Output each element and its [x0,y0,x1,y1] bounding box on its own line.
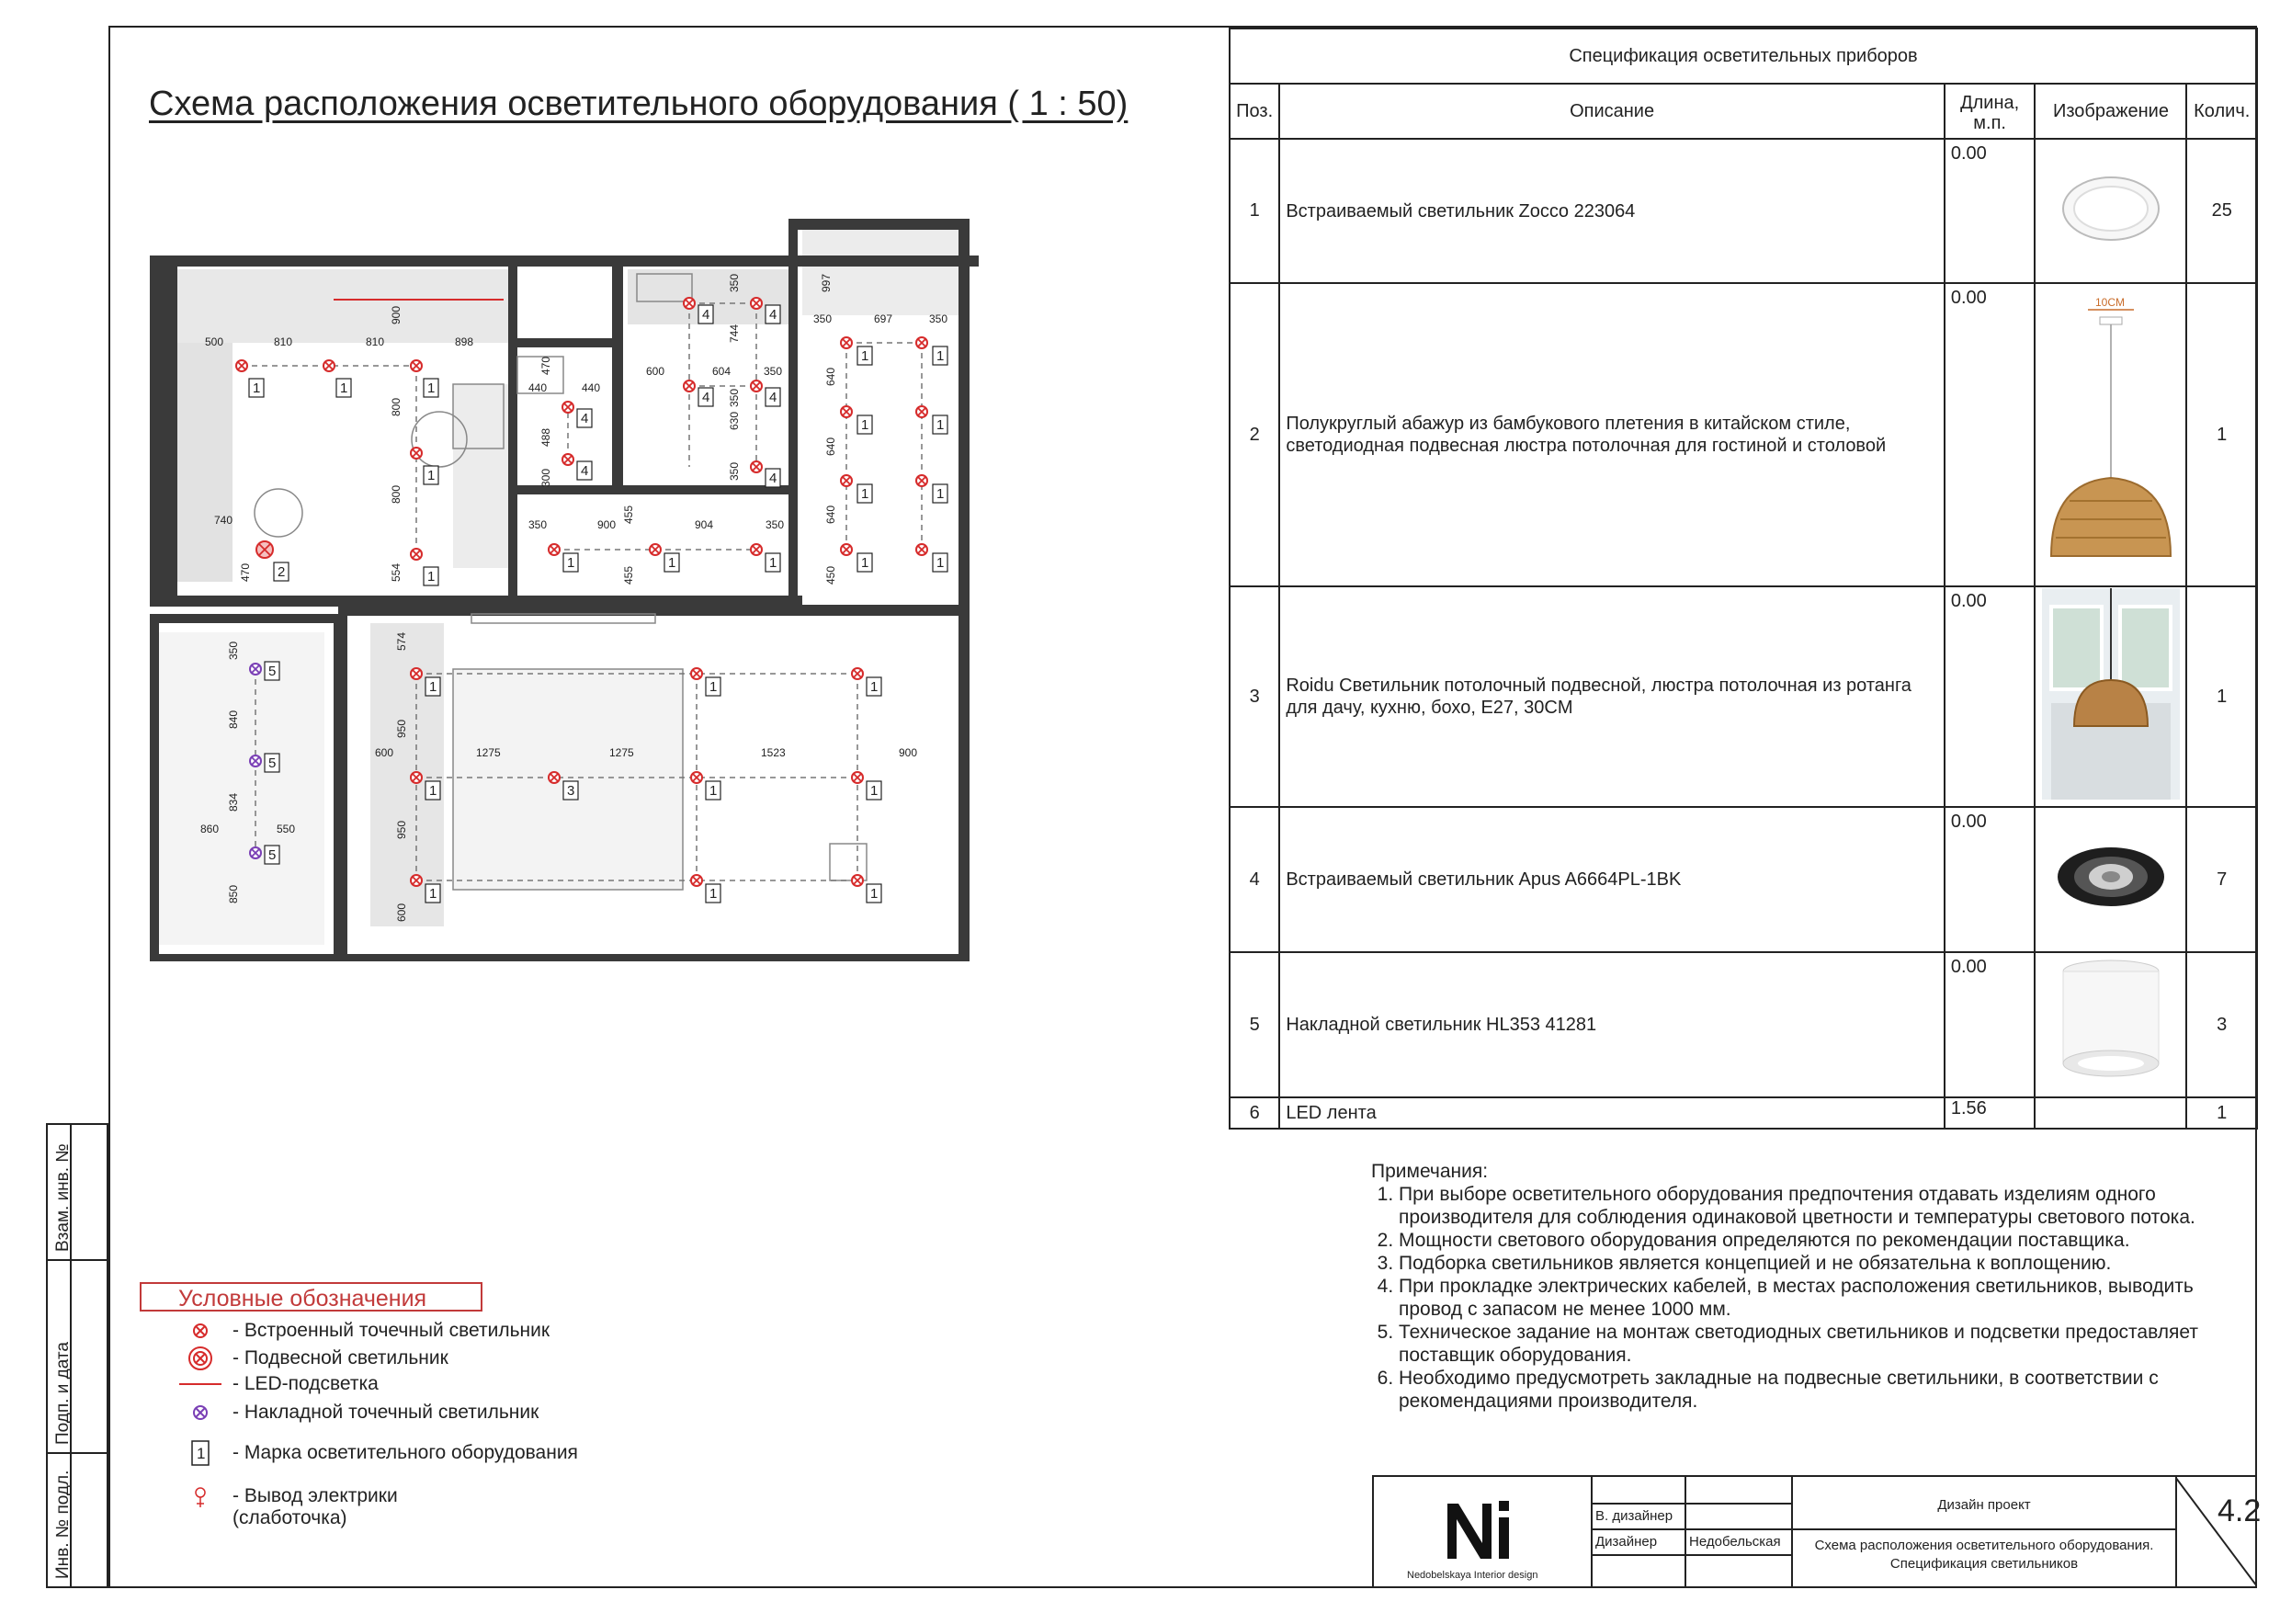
surface-spot-icon [168,1403,233,1422]
header-image: Изображение [2035,84,2186,139]
mark-number: 1 [427,569,436,585]
row-length: 0.00 [1945,586,2036,807]
dim-label: 840 [227,710,240,729]
equipment-mark [424,466,438,484]
note-item: 2. Мощности светового оборудования определяются по рекомендации поставщика. [1399,1229,2226,1252]
legend-title: Условные обозначения [140,1282,482,1312]
row-qty: 1 [2186,586,2257,807]
recessed-spot-light [852,875,863,886]
dim-label: 350 [528,518,548,531]
product-image-rattan-pendant [2035,283,2186,586]
table-row [1230,586,2257,807]
power-outlet-icon [168,1485,233,1511]
legend-item-recessed [168,1320,550,1342]
mark-number: 1 [429,679,437,695]
dim-label: 800 [390,397,403,416]
mark-number: 1 [668,555,676,571]
led-strip-icon [168,1380,233,1389]
equipment-mark [867,884,881,903]
legend-label: - Встроенный точечный светильник [233,1320,550,1341]
recessed-spot-light [841,406,852,417]
table-row [1230,1097,2257,1129]
recessed-spot-light [751,544,762,555]
recessed-spot-light [841,544,852,555]
row-qty: 1 [2186,283,2257,586]
row-length: 0.00 [1945,952,2036,1097]
dim-label: 1275 [476,746,501,759]
row-pos: 5 [1230,952,1279,1097]
mark-box-number: 1 [197,1445,206,1462]
note-item: 4. При прокладке электрических кабелей, в местах расположения светильников, выводить провод с запасом не менее 1000 мм. [1399,1275,2226,1321]
mark-number: 4 [702,390,710,405]
dim-label: 455 [622,505,635,524]
white-cylinder-light-icon [2051,953,2171,1091]
dim-label: 997 [820,273,833,292]
image-note: 10CM [2094,296,2125,309]
product-image-downlight [2035,139,2186,283]
product-image-empty [2035,1097,2186,1129]
equipment-mark [249,379,264,397]
equipment-mark [265,846,279,864]
mark-number: 1 [936,555,945,571]
recessed-spot-light [411,448,422,459]
mark-box-icon [168,1439,233,1467]
note-item: 1. При выборе осветительного оборудования предпочтения отдавать изделиям одного производителя для соблюдения одинаковой цветности и температуры светового потока. [1399,1183,2226,1229]
equipment-mark [933,346,947,365]
equipment-mark [698,388,713,406]
equipment-mark [425,781,440,800]
dim-label: 640 [824,505,837,524]
mark-number: 2 [278,564,286,580]
dim-label: 554 [390,562,403,582]
logo-caption: Nedobelskaya Interior design [1407,1570,1538,1581]
dim-label: 900 [899,746,918,759]
dim-label: 1523 [761,746,786,759]
mark-number: 1 [340,380,348,396]
dim-label: 904 [695,518,714,531]
dim-label: 600 [375,746,394,759]
mark-number: 1 [861,348,869,364]
row-pos: 4 [1230,807,1279,952]
mark-number: 1 [870,886,879,902]
equipment-mark [933,484,947,503]
mark-number: 1 [769,555,777,571]
recessed-spot-light [841,337,852,348]
sheet-number: 4.2 [2218,1493,2262,1528]
equipment-mark [577,409,592,427]
mark-number: 1 [567,555,575,571]
flat-round-downlight-icon [2056,172,2166,245]
table-row [1230,807,2257,952]
product-image-white-cylinder [2035,952,2186,1097]
row-qty: 7 [2186,807,2257,952]
rattan-pendant-icon [2042,290,2180,574]
row-qty: 25 [2186,139,2257,283]
project-name: Дизайн проект [1937,1497,2031,1513]
legend-label-line2: (слаботочка) [233,1507,347,1528]
surface-spot-light [250,847,261,858]
pendant-light [256,541,273,558]
table-row [1230,952,2257,1097]
row-pos: 1 [1230,139,1279,283]
equipment-mark [706,781,720,800]
equipment-mark [336,379,351,397]
equipment-mark [766,305,780,324]
product-image-rattan-pendant-window [2035,586,2186,807]
recessed-spot-light [549,544,560,555]
dim-label: 350 [728,461,741,481]
equipment-mark [424,567,438,585]
recessed-spot-light [236,360,247,371]
mark-number: 1 [253,380,261,396]
recessed-spot-light [852,772,863,783]
recessed-spot-light [549,772,560,783]
mark-number: 4 [581,411,589,426]
recessed-spot-light [323,360,335,371]
dim-label: 440 [528,381,548,394]
equipment-mark [698,305,713,324]
legend-label [233,1485,398,1529]
row-qty: 1 [2186,1097,2257,1129]
recessed-spot-light [691,772,702,783]
recessed-spot-light [562,402,573,413]
dim-label: 744 [728,324,741,343]
dim-label: 800 [390,484,403,504]
equipment-mark [706,677,720,696]
equipment-mark [933,553,947,572]
floor-plan [150,219,979,961]
equipment-mark [766,388,780,406]
recessed-spot-light [411,549,422,560]
row-description: Полукруглый абажур из бамбукового плетения в китайском стиле, светодиодная подвесная люстра потолочная для гостиной и столовой [1279,283,1945,586]
dim-label: 550 [277,823,296,835]
stamp-cell-replace [48,1125,107,1261]
sheet-name-line2: Спецификация светильников [1889,1556,2079,1572]
mark-number: 5 [268,847,277,863]
dim-label: 810 [274,335,293,348]
dim-label: 300 [539,468,552,487]
dim-label: 470 [239,562,252,582]
mark-number: 1 [936,348,945,364]
legend-item-led [168,1373,379,1395]
mark-number: 1 [870,679,879,695]
dim-label: 450 [824,565,837,585]
equipment-mark [577,461,592,480]
header-length: Длина, м.п. [1945,84,2036,139]
equipment-mark [933,415,947,434]
legend-label: - Подвесной светильник [233,1347,448,1368]
notes-list [1371,1183,2226,1413]
dim-label: 350 [766,518,785,531]
row-description: Встраиваемый светильник Apus A6664PL-1BK [1279,807,1945,952]
mark-number: 1 [861,555,869,571]
row-description: LED лента [1279,1097,1945,1129]
equipment-mark [857,415,872,434]
dim-label: 604 [712,365,732,378]
dim-label: 350 [813,312,833,325]
header-pos: Поз. [1230,84,1279,139]
equipment-mark [867,781,881,800]
stamp-cell-sign [48,1261,107,1454]
recessed-spot-light [916,544,927,555]
equipment-mark [867,677,881,696]
pendant-icon [168,1346,233,1371]
row-length: 0.00 [1945,807,2036,952]
dim-label: 740 [214,514,233,527]
recessed-spot-light [650,544,661,555]
dim-label: 850 [227,884,240,903]
dim-label: 574 [395,631,408,651]
recessed-spot-light [411,668,422,679]
equipment-mark [706,884,720,903]
stamp-cell-inventory [48,1454,107,1586]
recessed-spot-light [691,668,702,679]
dim-label: 950 [395,719,408,738]
mark-number: 5 [268,664,277,679]
designer-name: Недобельская [1689,1534,1781,1550]
mark-number: 1 [427,380,436,396]
spec-table [1229,28,2258,1130]
mark-number: 1 [870,783,879,799]
dim-label: 640 [824,367,837,386]
legend-item-pendant [168,1346,448,1371]
row-description: Roidu Светильник потолочный подвесной, люстра потолочная из ротанга для дачу, кухню, бохо, E27, 30CM [1279,586,1945,807]
dim-label: 488 [539,427,552,447]
recessed-spot-light [684,298,695,309]
mark-number: 1 [429,783,437,799]
approval-stamp [46,1123,108,1588]
recessed-spot-light [916,406,927,417]
dim-label: 810 [366,335,385,348]
dim-label: 898 [455,335,474,348]
note-item: 6. Необходимо предусмотреть закладные на подвесные светильники, в соответствии с рекомендациями производителя. [1399,1367,2226,1413]
brand-logo [1438,1490,1530,1563]
legend-item-power [168,1485,398,1529]
dim-label: 600 [395,903,408,922]
dim-label: 950 [395,820,408,839]
recessed-spot-light [916,337,927,348]
legend-item-mark [168,1439,578,1467]
row-qty: 3 [2186,952,2257,1097]
legend-label: - Накладной точечный светильник [233,1402,539,1423]
mark-number: 1 [709,783,718,799]
equipment-mark [857,346,872,365]
header-description: Описание [1279,84,1945,139]
recessed-spot-light [751,298,762,309]
mark-number: 1 [709,886,718,902]
equipment-mark [425,884,440,903]
legend-label-line1: - Вывод электрики [233,1485,398,1506]
equipment-mark [857,484,872,503]
mark-number: 5 [268,755,277,771]
dim-label: 350 [227,641,240,660]
equipment-mark [563,553,578,572]
mark-number: 1 [861,486,869,502]
plan-floor [150,219,965,949]
notes [1371,1160,2226,1413]
equipment-mark [766,553,780,572]
mark-number: 4 [769,471,777,486]
mark-number: 1 [427,468,436,483]
recessed-spot-light [916,475,927,486]
mark-number: 4 [769,390,777,405]
table-row [1230,283,2257,586]
mark-number: 4 [769,307,777,323]
dim-label: 900 [390,305,403,324]
dim-label: 350 [728,273,741,292]
spec-caption: Спецификация осветительных приборов [1230,28,2257,84]
mark-number: 3 [567,783,575,799]
surface-spot-light [250,755,261,767]
dim-label: 1275 [609,746,634,759]
dim-label: 350 [929,312,948,325]
row-pos: 2 [1230,283,1279,586]
black-downlight-icon [2051,840,2171,914]
legend-label: - LED-подсветка [233,1373,379,1394]
rattan-pendant-window-icon [2042,588,2180,800]
dim-label: 630 [728,411,741,430]
notes-title: Примечания: [1371,1161,1489,1182]
row-pos: 6 [1230,1097,1279,1129]
role-designer: Дизайнер [1595,1534,1658,1550]
equipment-mark [265,662,279,680]
recessed-spot-light [841,475,852,486]
equipment-mark [425,677,440,696]
dim-label: 900 [597,518,617,531]
mark-number: 1 [429,886,437,902]
row-description: Встраиваемый светильник Zocco 223064 [1279,139,1945,283]
sheet-name-line1: Схема расположения осветительного оборудования. [1814,1538,2154,1553]
dim-label: 697 [874,312,893,325]
equipment-mark [857,553,872,572]
recessed-spot-light [411,772,422,783]
dim-label: 440 [582,381,601,394]
dim-label: 640 [824,437,837,456]
title-block [1372,1475,2262,1588]
equipment-mark [424,379,438,397]
table-row [1230,139,2257,283]
stamp-label-sign: Подп. и дата [53,1342,73,1445]
equipment-mark [664,553,679,572]
dim-label: 350 [764,365,783,378]
mark-number: 4 [702,307,710,323]
product-image-black-downlight [2035,807,2186,952]
dim-label: 470 [539,356,552,375]
mark-number: 4 [581,463,589,479]
row-length: 1.56 [1945,1097,2036,1129]
mark-number: 1 [936,486,945,502]
equipment-mark [265,754,279,772]
recessed-spot-light [411,875,422,886]
dim-label: 860 [200,823,220,835]
row-length: 0.00 [1945,139,2036,283]
surface-spot-light [250,664,261,675]
dim-label: 600 [646,365,665,378]
mark-number: 1 [936,417,945,433]
row-pos: 3 [1230,586,1279,807]
dim-label: 350 [728,388,741,407]
recessed-spot-light [751,461,762,472]
role-lead-designer: В. дизайнер [1595,1508,1673,1524]
row-description: Накладной светильник HL353 41281 [1279,952,1945,1097]
recessed-spot-light [411,360,422,371]
recessed-spot-light [751,380,762,392]
dim-label: 500 [205,335,224,348]
mark-number: 1 [861,417,869,433]
dim-label: 455 [622,565,635,585]
stamp-label-inventory: Инв. № подл. [53,1470,73,1579]
header-qty: Колич. [2186,84,2257,139]
note-item: 3. Подборка светильников является концепцией и не обязательна к воплощению. [1399,1252,2226,1275]
equipment-mark [766,469,780,487]
recessed-spot-light [691,875,702,886]
stamp-label-replace: Взам. инв. № [53,1143,73,1252]
equipment-mark [274,562,289,581]
recessed-spot-icon [168,1322,233,1340]
recessed-spot-light [852,668,863,679]
recessed-spot-light [684,380,695,392]
sheet-title: Схема расположения осветительного оборудования ( 1 : 50) [149,85,1129,123]
mark-number: 1 [709,679,718,695]
equipment-mark [563,781,578,800]
legend-label: - Марка осветительного оборудования [233,1442,578,1463]
note-item: 5. Техническое задание на монтаж светодиодных светильников и подсветки предоставляет поставщик оборудования. [1399,1321,2226,1367]
row-length: 0.00 [1945,283,2036,586]
legend-item-surface [168,1402,539,1424]
dim-label: 834 [227,792,240,812]
recessed-spot-light [562,454,573,465]
